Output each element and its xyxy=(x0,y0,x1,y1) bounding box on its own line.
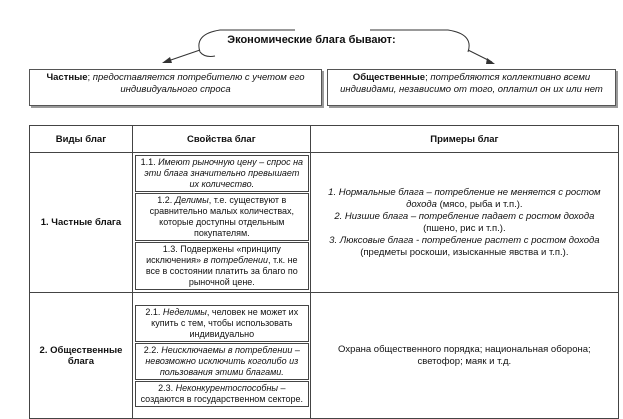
property-num: 2.1. xyxy=(145,306,163,317)
header-properties: Свойства благ xyxy=(132,126,310,153)
properties-public xyxy=(132,293,310,419)
property-num: 2.2. xyxy=(143,344,162,355)
property-italic: Делимы xyxy=(174,195,209,205)
example-item xyxy=(317,235,612,259)
example-item xyxy=(317,187,612,211)
public-goods-name: Общественные xyxy=(352,72,426,83)
property-item xyxy=(135,381,309,407)
header-kinds: Виды благ xyxy=(30,126,133,153)
property-italic: Неделимы xyxy=(162,306,207,317)
arrow-left-head xyxy=(162,57,172,63)
property-num: 1.1. xyxy=(140,157,159,167)
property-item xyxy=(135,343,309,380)
property-num: 1.3. xyxy=(162,244,181,254)
public-goods-sep: ; xyxy=(425,72,431,83)
private-goods-text: предоставляется потребителю с учетом его индивидуального спроса xyxy=(92,72,305,95)
example-plain: (мясо, рыба и т.п.). xyxy=(436,198,523,210)
property-italic: Неконкурентоспособны xyxy=(175,382,279,393)
property-item xyxy=(135,193,309,241)
example-plain: (пшено, рис и т.п.). xyxy=(423,222,506,234)
examples-private xyxy=(310,153,618,293)
examples-public: Охрана общественного порядка; национальная оборона; светофор; маяк и т.д. xyxy=(310,293,618,419)
example-italic: 2. Низшие блага – потребление падает с ростом дохода xyxy=(334,210,595,222)
private-goods-sep: ; xyxy=(87,72,93,83)
table-row xyxy=(30,153,619,293)
property-plain: , т.е. существуют в сравнительно малых количествах, которые доступны отдельным покупателям. xyxy=(149,195,295,238)
goods-table xyxy=(29,125,619,419)
public-goods-box xyxy=(327,69,616,106)
kind-public: 2. Общественные блага xyxy=(30,293,133,419)
property-num: 1.2. xyxy=(157,195,175,205)
example-item xyxy=(317,211,612,235)
property-italic: в потреблении xyxy=(203,255,269,265)
example-italic: 1. Нормальные блага – потребление не меняется с ростом дохода xyxy=(328,186,601,210)
property-plain: – создаются в государственном секторе. xyxy=(140,382,304,404)
property-plain: , человек не может их купить с тем, чтобы использовать индивидуально xyxy=(151,306,299,339)
private-goods-name: Частные xyxy=(46,72,88,83)
property-plain-pre: Подвержены «принципу исключения» xyxy=(146,244,281,265)
private-goods-box xyxy=(29,69,322,106)
example-plain: (предметы роскоши, изысканные явства и т.п.). xyxy=(360,246,569,258)
arrow-right-head xyxy=(486,58,495,64)
property-item xyxy=(135,305,309,342)
public-goods-text: потребляются коллективно всеми индивидами, независимо от того, оплатил он их или нет xyxy=(340,72,603,95)
property-num: 2.3. xyxy=(158,382,176,393)
property-item xyxy=(135,155,309,192)
table-row xyxy=(30,293,619,419)
property-italic: Неисключаемы в потреблении – невозможно исключить коголибо из пользования этими благами. xyxy=(145,344,300,377)
example-italic: 3. Люксовые блага - потребление растет с ростом дохода xyxy=(329,234,600,246)
kind-private: 1. Частные блага xyxy=(30,153,133,293)
table-header-row xyxy=(30,126,619,153)
diagram-title: Экономические блага бывают: xyxy=(227,34,396,46)
property-italic: Имеют рыночную цену – спрос на эти блага значительно превышает их количество. xyxy=(144,157,304,189)
properties-private xyxy=(132,153,310,293)
property-plain: , т.к. не все в состоянии платить за благо по рыночной цене. xyxy=(145,255,298,287)
header-examples: Примеры благ xyxy=(310,126,618,153)
property-item xyxy=(135,242,309,290)
